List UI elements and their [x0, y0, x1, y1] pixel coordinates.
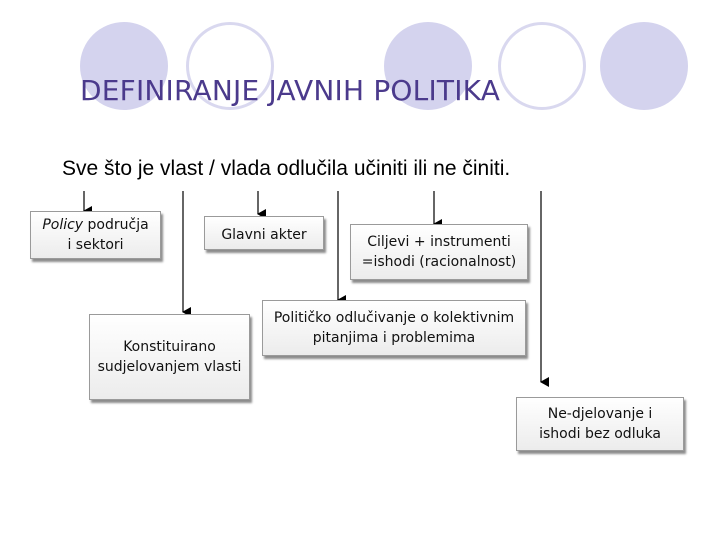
box-konstituirano: [89, 314, 250, 400]
policy-emphasis: Policy: [42, 217, 84, 233]
politicko-line2: pitanjima i problemima: [312, 330, 476, 346]
konst-line2: sudjelovanjem vlasti: [97, 359, 242, 375]
box-ciljevi: [350, 224, 528, 280]
box-ne-djelovanje: [516, 397, 684, 451]
nedjel-line1: Ne-djelovanje i: [547, 406, 653, 422]
politicko-line1: Političko odlučivanje o kolektivnim: [273, 310, 515, 326]
policy-line2: i sektori: [67, 237, 124, 253]
page-subtitle: Sve što je vlast / vlada odlučila učiniti ili ne činiti.: [62, 157, 511, 180]
policy-line1-rest: područja: [83, 217, 149, 233]
box-politicko-odlucivanje: [262, 300, 526, 356]
box-policy-podrucja: [30, 211, 161, 259]
ciljevi-line2: =ishodi (racionalnost): [361, 254, 517, 270]
glavni-line1: Glavni akter: [221, 227, 307, 243]
ciljevi-line1: Ciljevi + instrumenti: [367, 234, 511, 250]
page-title: DEFINIRANJE JAVNIH POLITIKA: [80, 74, 501, 107]
nedjel-line2: ishodi bez odluka: [539, 426, 661, 442]
konst-line1: Konstituirano: [123, 339, 216, 355]
box-glavni-akter: [204, 216, 324, 250]
